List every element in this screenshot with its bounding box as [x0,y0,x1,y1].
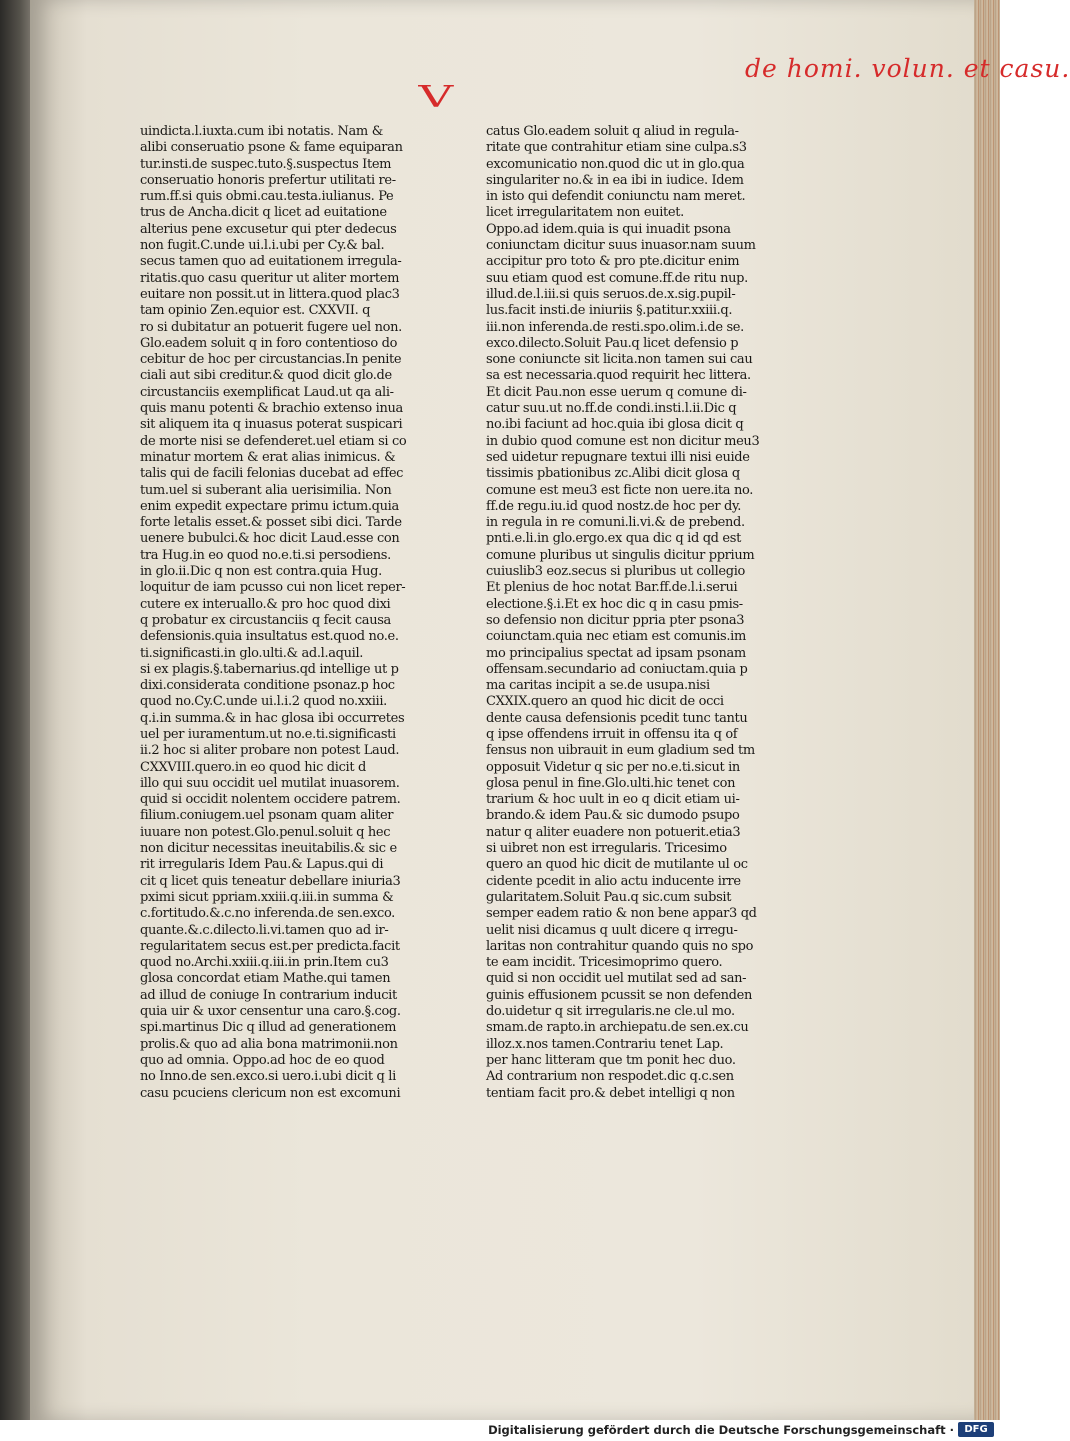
text-column-left [140,124,460,1102]
text-line: electione.§.i.Et ex hoc dic q in casu pmis- [486,596,743,612]
text-line: tum.uel si suberant alia uerisimilia. Non [140,482,392,498]
text-line: filium.coniugem.uel psonam quam aliter [140,808,394,824]
page-edges [974,0,1000,1420]
text-line: catus Glo.eadem soluit q aliud in regula- [486,124,739,139]
text-line: ff.de regu.iu.id quod nostz.de hoc per dy. [486,498,741,514]
text-line: quid si non occidit uel mutilat sed ad san- [486,971,747,987]
text-line: comune pluribus ut singulis dicitur pprium [486,547,755,563]
text-line: quia uir & uxor censentur una caro.§.cog. [140,1004,401,1020]
text-line: Glo.eadem soluit q in foro contentioso do [140,335,398,351]
text-line: si ex plagis.§.tabernarius.qd intellige ut p [140,661,399,677]
text-line: uenere bubulci.& hoc dicit Laud.esse con [140,531,400,547]
text-line: circustanciis exemplificat Laud.ut qa ali- [140,384,394,400]
text-line: coiunctam.quia nec etiam est comunis.im [486,629,746,645]
text-line: illud.de.l.iii.si quis seruos.de.x.sig.pupil- [486,286,736,302]
text-line: offensam.secundario ad coniuctam.quia p [486,661,748,677]
text-line: spi.martinus Dic q illud ad generationem [140,1020,397,1036]
text-line: laritas non contrahitur quando quis no spo [486,938,754,954]
text-line: sit aliquem ita q inuasus poterat suspicari [140,417,403,433]
text-line: casu pcuciens clericum non est excomuni [140,1085,401,1101]
text-line: per hanc litteram que tm ponit hec duo. [486,1052,736,1068]
text-line: gularitatem.Soluit Pau.q sic.cum subsit [486,889,732,905]
text-line: loquitur de iam pcusso cui non licet reper- [140,580,406,596]
text-line: c.fortitudo.&.c.no inferenda.de sen.exco. [140,906,395,922]
text-line: quod no.Archi.xxiii.q.iii.in prin.Item cu3 [140,955,389,971]
text-line: in isto qui defendit coniunctu nam meret. [486,189,746,205]
text-line: tam opinio Zen.equior est. CXXVII. q [140,303,371,319]
text-line: so defensio non dicitur ppria pter psona3 [486,612,745,628]
text-line: in dubio quod comune est non dicitur meu3 [486,433,760,449]
text-column-right [486,124,778,1102]
text-line: comune est meu3 est ficte non uere.ita no. [486,482,754,498]
text-line: illoz.x.nos tamen.Contrariu tenet Lap. [486,1036,724,1052]
text-line: q probatur ex circustanciis q fecit causa [140,612,391,628]
text-line: natur q aliter euadere non potuerit.etia3 [486,824,741,840]
text-line: quod no.Cy.C.unde ui.l.i.2 quod no.xxiii. [140,694,387,710]
text-line: tissimis pbationibus zc.Alibi dicit glosa q [486,466,740,482]
text-line: rum.ff.si quis obmi.cau.testa.iulianus. Pe [140,189,394,205]
text-line: quante.&.c.dilecto.li.vi.tamen quo ad ir- [140,922,389,938]
text-line: sed uidetur repugnare textui illi nisi euide [486,449,750,465]
text-line: de morte nisi se defenderet.uel etiam si co [140,433,407,449]
text-line: tentiam facit pro.& debet intelligi q non [486,1085,735,1101]
text-line: accipitur pro toto & pro pte.dicitur enim [486,254,740,270]
text-line: Et plenius de hoc notat Bar.ff.de.l.i.serui [486,580,738,596]
text-line: si uibret non est irregularis. Tricesimo [486,841,727,857]
text-line: brando.& idem Pau.& sic dumodo psupo [486,808,740,824]
text-line: excomunicatio non.quod dic ut in glo.qua [486,156,745,172]
text-line: q.i.in summa.& in hac glosa ibi occurretes [140,710,405,726]
text-line: opposuit Videtur q sic per no.e.ti.sicut in [486,759,740,775]
text-line: ritatis.quo casu queritur ut aliter mortem [140,270,400,286]
text-line: CXXIX.quero an quod hic dicit de occi [486,694,724,710]
text-line: Ad contrarium non respodet.dic q.c.sen [486,1069,734,1085]
text-line: non dicitur necessitas ineuitabilis.& sic e [140,841,397,857]
text-line: semper eadem ratio & non bene appar3 qd [486,906,757,922]
text-line: catur suu.ut no.ff.de condi.insti.l.ii.Dic q [486,401,737,417]
text-line: glosa penul in fine.Glo.ulti.hic tenet con [486,775,736,791]
text-line: lus.facit insti.de iniuriis §.patitur.xxiii.q. [486,303,733,319]
text-line: quis manu potenti & brachio extenso inua [140,401,403,417]
text-line: uel per iuramentum.ut no.e.ti.significasti [140,726,396,742]
text-line: mo principalius spectat ad ipsam psonam [486,645,746,661]
text-line: trarium & hoc uult in eo q dicit etiam ui- [486,792,740,808]
text-line: cuiuslib3 eoz.secus si pluribus ut collegio [486,564,746,580]
text-line: trus de Ancha.dicit q licet ad euitatione [140,205,387,221]
text-line: te eam incidit. Tricesimoprimo quero. [486,955,723,971]
text-line: fensus non uibrauit in eum gladium sed tm [486,743,755,759]
text-line: quero an quod hic dicit de mutilante ul oc [486,857,748,873]
text-line: quo ad omnia. Oppo.ad hoc de eo quod [140,1052,385,1068]
dfg-logo: DFG [958,1422,994,1437]
text-line: coniunctam dicitur suus inuasor.nam suum [486,238,756,254]
text-line: no.ibi faciunt ad hoc.quia ibi glosa dicit q [486,417,744,433]
text-line: CXXVIII.quero.in eo quod hic dicit d [140,759,366,775]
text-line: suu etiam quod est comune.ff.de ritu nup. [486,270,748,286]
text-line: talis qui de facili felonias ducebat ad effec [140,466,404,482]
text-line: iuuare non potest.Glo.penul.soluit q hec [140,824,391,840]
text-line: dixi.considerata conditione psonaz.p hoc [140,678,395,694]
text-line: Oppo.ad idem.quia is qui inuadit psona [486,221,731,237]
text-line: defensionis.quia insultatus est.quod no.e. [140,629,399,645]
text-line: cidente pcedit in alio actu inducente irre [486,873,741,889]
text-line: guinis effusionem pcussit se non defenden [486,987,753,1003]
text-line: pnti.e.li.in glo.ergo.ex qua dic q id qd est [486,531,741,547]
footer-bar [0,1420,1000,1441]
text-line: cebitur de hoc per circustancias.In penite [140,352,402,368]
text-line: glosa concordat etiam Mathe.qui tamen [140,971,391,987]
text-line: ii.2 hoc si aliter probare non potest Laud. [140,743,400,759]
text-line: singulariter no.& in ea ibi in iudice. Idem [486,172,744,188]
text-line: alterius pene excusetur qui pter dedecus [140,221,397,237]
text-line: conseruatio honoris prefertur utilitati re- [140,172,396,188]
funding-credit: Digitalisierung gefördert durch die Deutsche Forschungsgemeinschaft · [488,1423,954,1437]
text-line: ma caritas incipit a se.de usupa.nisi [486,678,710,694]
text-line: rit irregularis Idem Pau.& Lapus.qui di [140,857,384,873]
text-line: ritate que contrahitur etiam sine culpa.s3 [486,140,747,156]
text-line: Et dicit Pau.non esse uerum q comune di- [486,384,747,400]
text-line: uindicta.l.iuxta.cum ibi notatis. Nam & [140,124,383,139]
text-line: ti.significasti.in glo.ulti.& ad.l.aquil. [140,645,364,661]
text-line: licet irregularitatem non euitet. [486,205,684,221]
text-line: regularitatem secus est.per predicta.facit [140,938,400,954]
text-line: in glo.ii.Dic q non est contra.quia Hug. [140,564,382,580]
text-line: smam.de rapto.in archiepatu.de sen.ex.cu [486,1020,749,1036]
text-line: no Inno.de sen.exco.si uero.i.ubi dicit q li [140,1069,396,1085]
text-line: quid si occidit nolentem occidere patrem. [140,792,401,808]
text-line: ad illud de coniuge In contrarium inducit [140,987,397,1003]
text-line: dente causa defensionis pcedit tunc tantu [486,710,748,726]
text-line: alibi conseruatio psone & fame equiparan [140,140,403,156]
text-line: non fugit.C.unde ui.l.i.ubi per Cy.& bal. [140,238,385,254]
text-line: exco.dilecto.Soluit Pau.q licet defensio p [486,335,739,351]
text-line: in regula in re comuni.li.vi.& de prebend. [486,515,745,531]
text-line: tra Hug.in eo quod no.e.ti.si persodiens. [140,547,391,563]
text-line: ciali aut sibi creditur.& quod dicit glo.de [140,368,392,384]
text-line: secus tamen quo ad euitationem irregula- [140,254,402,270]
text-line: minatur mortem & erat alias inimicus. & [140,449,396,465]
text-line: cit q licet quis teneatur debellare iniuria3 [140,873,401,889]
text-line: pximi sicut ppriam.xxiii.q.iii.in summa & [140,889,394,905]
text-line: do.uidetur q sit irregularis.ne cle.ul mo. [486,1004,735,1020]
rubric-mark: V [418,80,454,115]
marginal-note: de homi. volun. et casu. [745,54,1070,83]
text-line: prolis.& quo ad alia bona matrimonii.non [140,1036,398,1052]
text-line: iii.non inferenda.de resti.spo.olim.i.de se. [486,319,744,335]
text-line: forte letalis esset.& posset sibi dici. Tarde [140,515,402,531]
text-line: illo qui suu occidit uel mutilat inuasorem. [140,775,400,791]
text-line: sa est necessaria.quod requirit hec littera. [486,368,751,384]
text-line: ro si dubitatur an potuerit fugere uel non. [140,319,402,335]
text-line: uelit nisi dicamus q uult dicere q irregu- [486,922,738,938]
text-line: q ipse offendens irruit in offensu ita q of [486,726,738,742]
text-line: euitare non possit.ut in littera.quod plac3 [140,286,400,302]
text-line: cutere ex interuallo.& pro hoc quod dixi [140,596,391,612]
text-line: enim expedit expectare primu ictum.quia [140,498,399,514]
text-line: sone coniuncte sit licita.non tamen sui cau [486,352,753,368]
text-line: tur.insti.de suspec.tuto.§.suspectus Item [140,156,392,172]
